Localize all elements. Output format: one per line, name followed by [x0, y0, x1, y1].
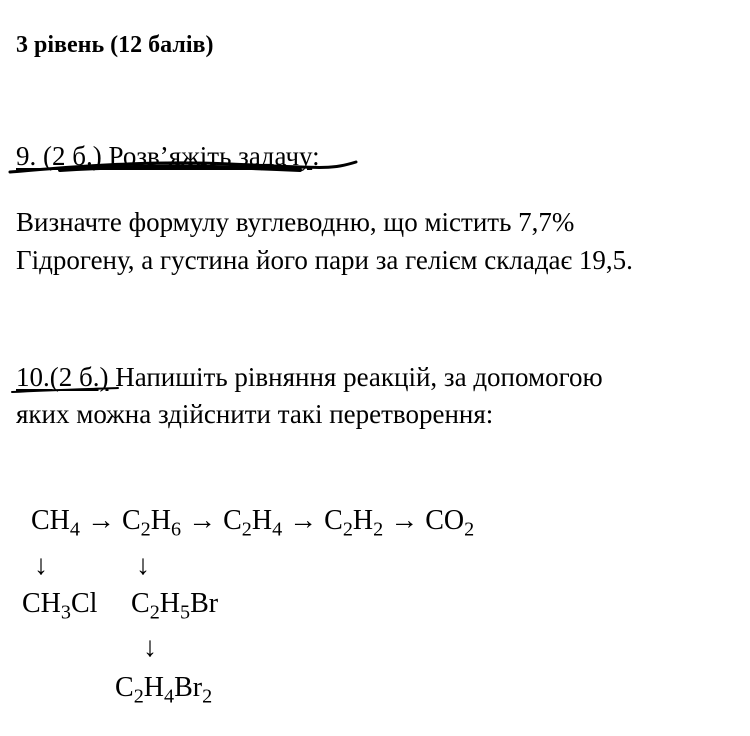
question-9-line-2: Гідрогену, а густина його пари за гелієм складає 19,5. [16, 245, 633, 275]
formula-co2: $CO_2$ [425, 505, 475, 541]
question-9-line-1: Визначте формулу вуглеводню, що містить 7,7% [16, 207, 575, 237]
question-10-text: Напишіть рівняння реакцій, за допомогою [108, 362, 603, 392]
question-10-line-2: яких можна здійснити такі перетворення: [16, 399, 494, 429]
formula-ch3cl: $CH_3Cl$ [22, 588, 98, 624]
question-9-label: 9. (2 б.) Розв’яжіть задачу [16, 141, 313, 171]
down-arrow-ch4: ↓ [34, 550, 48, 581]
formula-c2h6: $C_2H_6$ [121, 505, 182, 541]
formula-c2h5br: $C_2H_5Br$ [131, 588, 219, 624]
question-9-heading [16, 141, 320, 172]
arrow-3: → [289, 505, 318, 536]
question-10-label: 10.(2 б.) [16, 362, 109, 392]
question-9-colon: : [312, 141, 320, 171]
level-title: 3 рівень (12 балів) [16, 32, 214, 58]
formula-c2h4: $C_2H_4$ [223, 505, 283, 541]
arrow-1: → [86, 505, 115, 536]
formula-c2h4br2: $C_2H_4Br_2$ [115, 672, 213, 708]
arrow-4: → [390, 505, 419, 536]
conversion-chain [31, 505, 475, 541]
formula-c2h2: $C_2H_2$ [324, 505, 384, 541]
arrow-2: → [188, 505, 217, 536]
question-10-line-1 [16, 362, 603, 393]
down-arrow-c2h5br: ↓ [143, 632, 157, 663]
formula-ch4: $CH_4$ [31, 505, 80, 541]
down-arrow-c2h6: ↓ [136, 550, 150, 581]
